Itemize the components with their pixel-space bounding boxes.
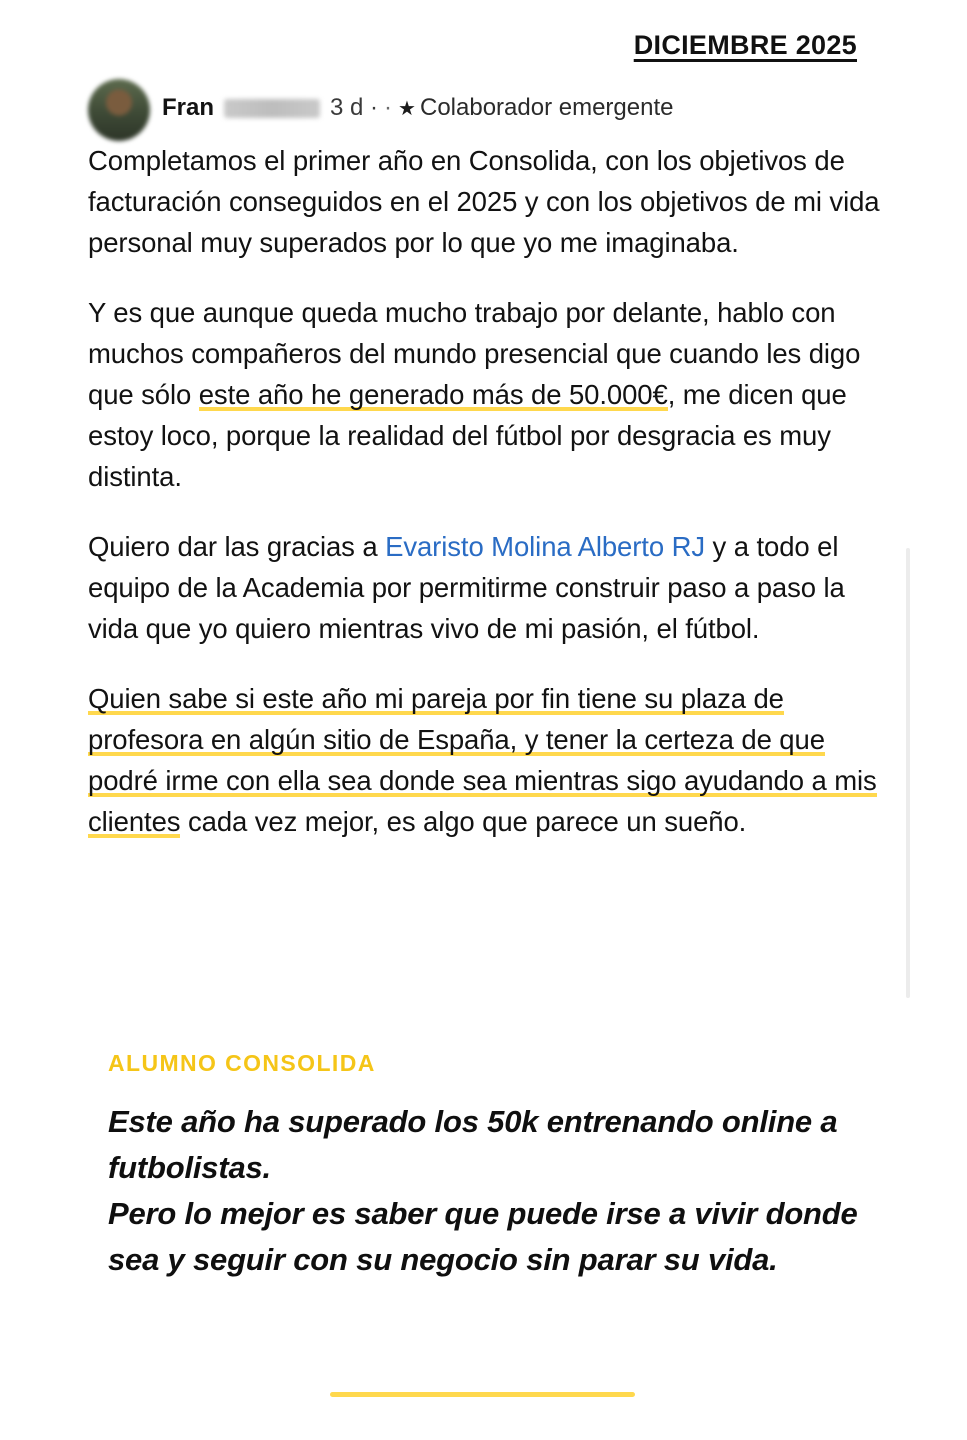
- scrollbar[interactable]: [906, 548, 910, 998]
- paragraph-2-text-a: Y es que aunque queda mucho trabajo por delante, hablo con muchos compañeros del mundo presencial que cuando les digo que sólo: [88, 297, 861, 410]
- paragraph-3-text-a: Quiero dar las gracias a: [88, 531, 386, 562]
- contributor-badge-label: Colaborador emergente: [419, 94, 674, 121]
- paragraph-3: [88, 526, 898, 649]
- caption-text: [108, 1099, 908, 1283]
- paragraph-4: [88, 678, 898, 842]
- caption-line-2: Pero lo mejor es saber que puede irse a vivir donde sea y seguir con su negocio sin parar su vida.: [108, 1196, 858, 1277]
- paragraph-2-text-b: , me dicen que estoy loco, porque la realidad del fútbol por desgracia es muy distinta.: [88, 379, 847, 492]
- bottom-divider: [330, 1392, 635, 1397]
- paragraph-2: [88, 292, 898, 497]
- linkedin-post-card: [88, 78, 898, 842]
- byline-separator: ·: [384, 94, 393, 121]
- post-body: [88, 140, 898, 842]
- paragraph-3-text-b: y a todo el equipo de la Academia por permitirme construir paso a paso la vida que yo quiero mientras vivo de mi pasión, el fútbol.: [88, 531, 845, 644]
- paragraph-4-text-b: cada vez mejor, es algo que parece un sueño.: [180, 806, 747, 837]
- star-icon: ★: [398, 97, 416, 120]
- redacted-surname: [224, 99, 320, 118]
- caption-block: [108, 1050, 908, 1283]
- page-title: DICIEMBRE 2025: [633, 30, 857, 60]
- avatar: [88, 79, 150, 141]
- highlight-relocation: Quien sabe si este año mi pareja por fin tiene su plaza de profesora en algún sitio de España, y tener la certeza de que podré irme con ella sea donde sea mientras sigo ayudando a mis clientes: [88, 683, 877, 837]
- highlight-earnings: este año he generado más de 50.000€: [198, 379, 668, 410]
- byline: [162, 94, 673, 122]
- paragraph-1: Completamos el primer año en Consolida, con los objetivos de facturación conseguidos en el 2025 y con los objetivos de mi vida personal muy superados por lo que yo me imaginaba.: [88, 145, 880, 258]
- post-header: [88, 78, 898, 138]
- kicker-label: ALUMNO CONSOLIDA: [108, 1050, 376, 1076]
- caption-line-1: Este año ha superado los 50k entrenando online a futbolistas.: [108, 1104, 838, 1185]
- author-name: Fran: [162, 94, 215, 121]
- mention-link[interactable]: Evaristo Molina Alberto RJ: [385, 531, 705, 562]
- post-timestamp: 3 d ·: [330, 94, 379, 121]
